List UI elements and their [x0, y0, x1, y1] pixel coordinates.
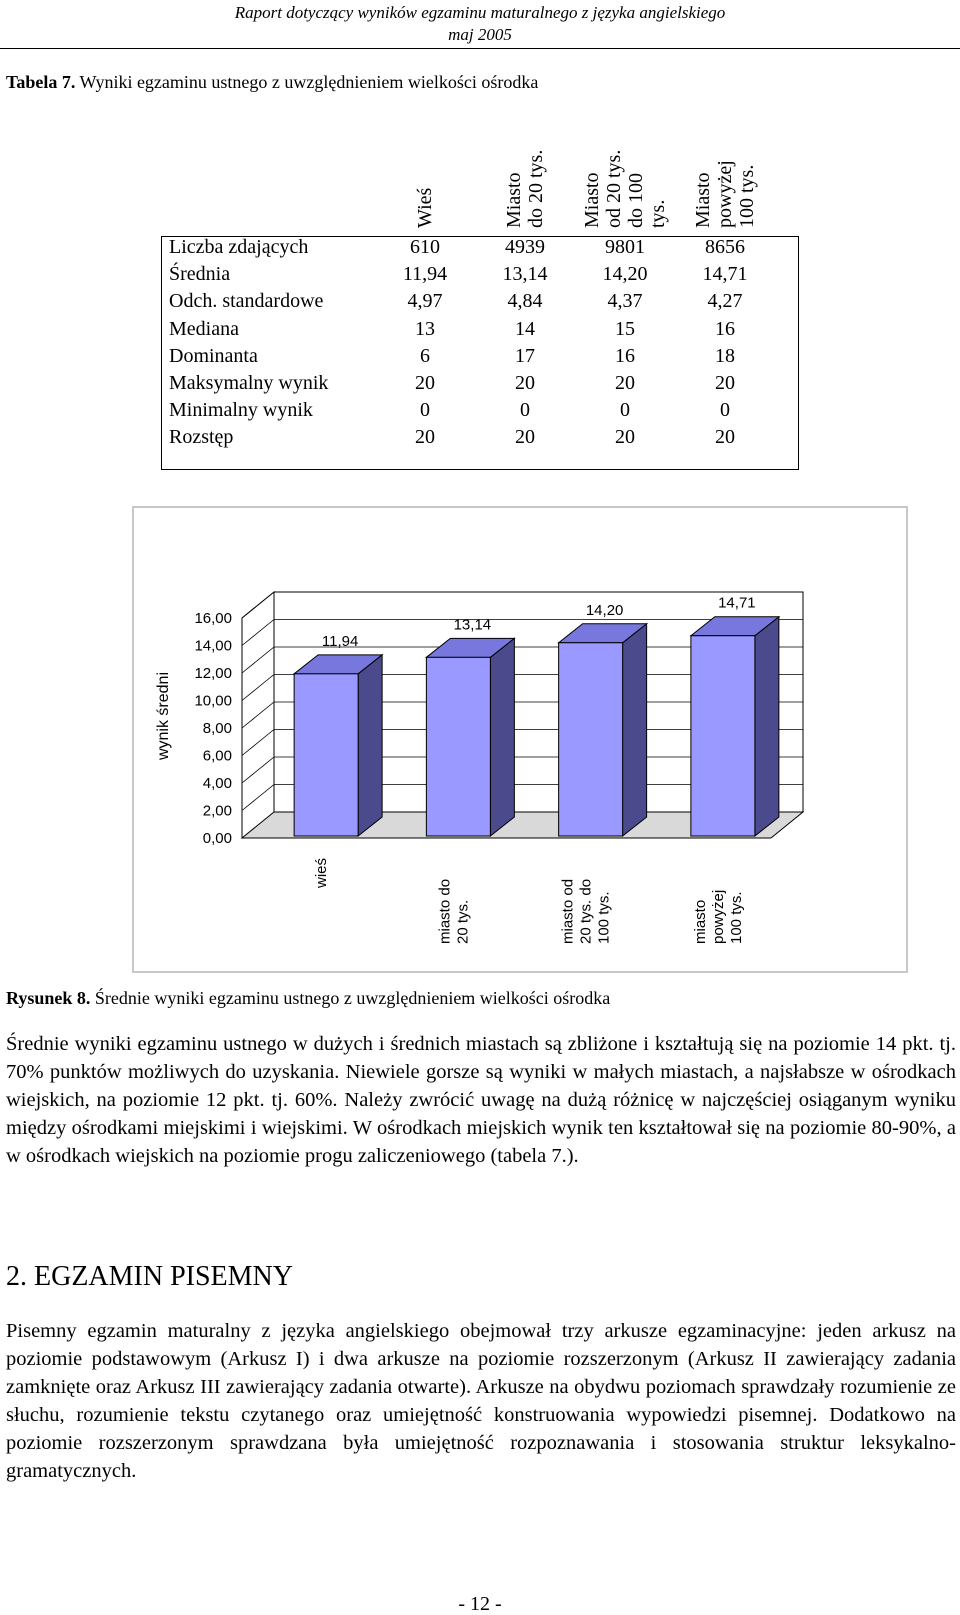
y-tick-label: 2,00	[202, 802, 232, 820]
table-cell: 4,27	[707, 290, 743, 313]
x-tick-label-line: miasto	[691, 899, 709, 944]
table-cell: 0	[520, 399, 530, 422]
column-header-line: do 20 tys.	[525, 149, 547, 228]
table-cell: 4,37	[607, 290, 643, 313]
running-header	[0, 0, 960, 46]
table-caption-label: Tabela 7.	[6, 72, 76, 92]
table-caption-text: Wyniki egzaminu ustnego z uwzględnieniem wielkości ośrodka	[75, 72, 539, 92]
column-header-line: Miasto	[692, 172, 714, 228]
table-cell: 11,94	[402, 263, 448, 286]
row-label: Odch. standardowe	[169, 290, 324, 313]
table-cell: 16	[715, 317, 735, 340]
header-title: Raport dotyczący wyników egzaminu maturalnego z języka angielskiego	[234, 3, 726, 22]
table-cell: 14	[515, 317, 535, 340]
table-cell: 13	[415, 317, 435, 340]
table-cell: 0	[720, 399, 730, 422]
x-tick-label	[560, 879, 613, 944]
row-label: Maksymalny wynik	[169, 372, 329, 394]
y-tick-label: 10,00	[194, 692, 232, 710]
page-number: - 12 -	[458, 1593, 502, 1615]
x-tick-label-line: wieś	[313, 857, 331, 888]
row-label: Rozstęp	[169, 426, 234, 449]
bar	[294, 674, 358, 836]
table-caption	[6, 72, 538, 93]
data-label: 14,20	[585, 601, 624, 619]
y-tick-label: 6,00	[202, 747, 232, 765]
y-tick-label: 4,00	[202, 775, 232, 792]
x-tick-label	[313, 858, 330, 889]
bar-side	[358, 655, 382, 836]
figure-caption-label: Rysunek 8.	[6, 988, 91, 1008]
y-tick-label: 12,00	[194, 665, 232, 682]
bar	[559, 643, 623, 836]
table-cell: 20	[415, 372, 435, 394]
x-tick-label	[692, 890, 745, 944]
column-header-line: Wieś	[414, 187, 436, 228]
column-header	[581, 150, 669, 228]
y-tick-label: 0,00	[202, 830, 232, 847]
table-cell: 4939	[505, 236, 545, 258]
row-label: Minimalny wynik	[169, 399, 313, 422]
column-header-line: od 20 tys.	[603, 149, 625, 228]
table-cell: 20	[715, 372, 735, 394]
data-label: 11,94	[321, 632, 359, 650]
table-cell: 20	[515, 372, 535, 394]
bar-chart-figure	[132, 506, 908, 973]
table-cell: 610	[410, 236, 440, 258]
table-cell: 4,84	[507, 290, 543, 313]
column-header	[692, 160, 758, 228]
section-title: 2. EGZAMIN PISEMNY	[6, 1261, 293, 1292]
bar	[691, 636, 755, 836]
table-cell: 20	[515, 426, 535, 449]
figure-caption	[6, 988, 610, 1009]
row-label: Liczba zdających	[169, 236, 309, 258]
x-tick-label-line: 100 tys.	[595, 891, 613, 944]
column-header-line: Miasto	[503, 172, 525, 228]
table-cell: 20	[415, 426, 435, 449]
y-tick-label: 8,00	[202, 720, 232, 737]
x-tick-label-line: powyżej	[709, 889, 727, 944]
x-tick-label-line: 100 tys.	[727, 891, 745, 944]
column-header-line: powyżej	[714, 160, 736, 228]
bar-chart	[134, 508, 910, 975]
column-header-line: do 100	[625, 173, 647, 228]
table-cell: 0	[420, 399, 430, 422]
table-cell: 9801	[605, 236, 645, 258]
y-axis-label: wynik średni	[155, 671, 172, 761]
row-label: Mediana	[169, 317, 239, 340]
paragraph-oral-summary: Średnie wyniki egzaminu ustnego w dużych i średnich miastach są zbliżone i kształtują się na poziomie 14 pkt. tj. 70% punktów możliwych do uzyskania. Niewiele gorsze są wyniki w małych miastach, a najsłabsze w ośrodkach wiejskich, na poziomie 12 pkt. tj. 60%. Należy zwrócić uwagę na dużą różnicę w najczęściej osiąganym wyniku między ośrodkami miejskimi i wiejskimi. W ośrodkach miejskich wynik ten kształtował się na poziomie 80-90%, a w ośrodkach wiejskich na poziomie progu zaliczeniowego (tabela 7.).	[6, 1033, 956, 1167]
header-date: maj 2005	[448, 25, 512, 44]
table-cell: 16	[615, 344, 635, 367]
table-cell: 18	[715, 344, 735, 367]
data-label: 14,71	[718, 594, 756, 612]
column-header	[503, 150, 547, 228]
x-tick-label-line: 20 tys.	[454, 899, 472, 944]
x-tick-label-line: miasto od	[559, 878, 577, 944]
x-tick-label	[436, 879, 471, 944]
bar-side	[490, 638, 514, 836]
x-tick-label-line: 20 tys. do	[577, 878, 595, 944]
bar-side	[623, 624, 647, 836]
x-tick-label-line: miasto do	[436, 878, 454, 944]
table-cell: 15	[615, 317, 635, 340]
table-cell: 14,71	[702, 263, 748, 286]
table-cell: 6	[420, 344, 430, 367]
table-cell: 14,20	[602, 263, 648, 286]
y-tick-label: 14,00	[194, 637, 232, 655]
table-cell: 8656	[705, 236, 745, 258]
table-cell: 0	[620, 399, 630, 422]
column-header-line: Miasto	[581, 172, 603, 228]
paragraph-written-exam: Pisemny egzamin maturalny z języka angielskiego obejmował trzy arkusze egzaminacyjne: jeden arkusz na poziomie podstawowym (Arkusz I) i dwa arkusze na poziomie rozszerzonym (Arkusz II zawierający zadania zamknięte oraz Arkusz III zawierający zadania otwarte). Arkusze na obydwu poziomach sprawdzały rozumienie ze słuchu, rozumienie tekstu czytanego oraz umiejętność konstruowania wypowiedzi pisemnej. Dodatkowo na poziomie rozszerzonym sprawdzana była umiejętność rozpoznawania i stosowania struktur leksykalno-gramatycznych.	[6, 1320, 956, 1482]
column-header-line: tys.	[647, 199, 669, 228]
column-header	[414, 188, 436, 228]
table-cell: 13,14	[502, 263, 548, 286]
row-label: Dominanta	[169, 344, 258, 367]
row-label: Średnia	[169, 263, 231, 286]
bar	[426, 657, 490, 836]
column-header-line: 100 tys.	[736, 164, 758, 228]
figure-caption-text: Średnie wyniki egzaminu ustnego z uwzględnieniem wielkości ośrodka	[90, 988, 611, 1008]
table-cell: 20	[615, 426, 635, 449]
table-cell: 20	[715, 426, 735, 449]
bar-side	[755, 617, 779, 836]
table-cell: 20	[615, 372, 635, 394]
header-rule	[0, 48, 960, 49]
table-cell: 17	[515, 344, 535, 367]
results-table	[161, 115, 799, 470]
y-tick-label: 16,00	[194, 610, 232, 627]
data-label: 13,14	[453, 616, 492, 634]
table-cell: 4,97	[407, 290, 443, 313]
